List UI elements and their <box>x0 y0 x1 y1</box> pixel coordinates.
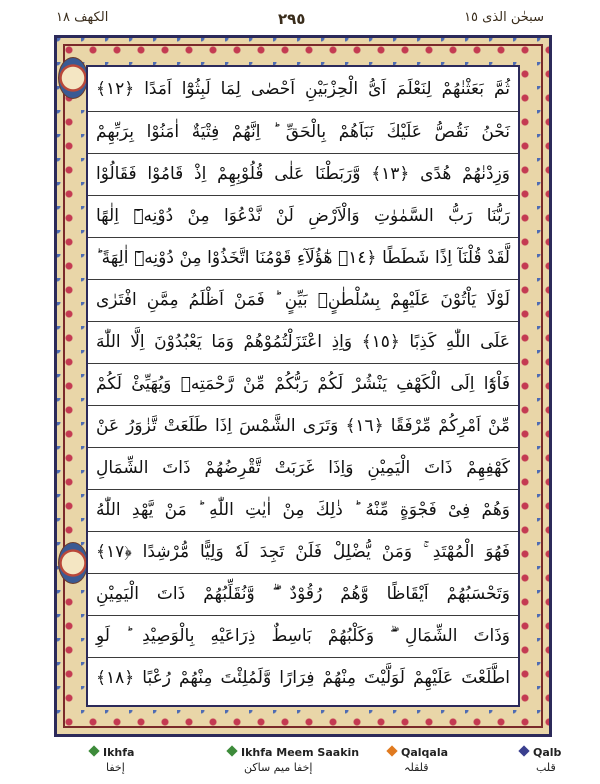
diamond-icon <box>88 745 99 756</box>
surah-name: الكهف ١٨ <box>56 10 109 25</box>
quran-line: فَاْوٗٓا اِلَی الْكَهْفِ یَنْشُرْ لَكُمْ رَبُّكُمْ مِّنْ رَّحْمَتِهٖ وَیُهَیِّئْ لَكُمْ <box>96 374 510 394</box>
quran-line: لَّقَدْ قُلْنَآ اِذًا شَطَطًا ﴿١٤﴾ هٰٓؤُلَآءِ قَوْمُنَا اتَّخَذُوْا مِنْ دُوْنِهٖٓ اٰلِهَةً ؕ <box>96 248 510 268</box>
legend-item-qalqala: Qalqala قلقلہ <box>388 746 448 774</box>
quran-line: رَبُّنَا رَبُّ السَّمٰوٰتِ وَالْاَرْضِ لَنْ نَّدْعُوَا مِنْ دُوْنِهٖٓ اِلٰهًا <box>96 206 510 226</box>
quran-line: مِّنْ اَمْرِكُمْ مِّرْفَقًا ﴿١٦﴾ وَتَرَی الشَّمْسَ اِذَا طَلَعَتْ تَّزٰوَرُ عَنْ <box>96 416 510 436</box>
page-header <box>0 0 600 34</box>
quran-line: نَحْنُ نَقُصُّ عَلَیْكَ نَبَاَهُمْ بِالْحَقِّ ؕ اِنَّهُمْ فِتْیَةٌ اٰمَنُوْا بِرَبِّهِمْ <box>96 122 510 142</box>
quran-line: وَهُمْ فِیْ فَجْوَةٍ مِّنْهُ ؕ ذٰلِكَ مِنْ اٰیٰتِ اللّٰهِ ؕ مَنْ یَّهْدِ اللّٰهُ <box>96 500 510 520</box>
quran-line: لَوْلَا یَاْتُوْنَ عَلَیْهِمْ بِسُلْطٰنٍۭ بَیِّنٍ ؕ فَمَنْ اَظْلَمُ مِمَّنِ افْتَرٰی <box>96 290 510 310</box>
quran-line: فَهُوَ الْمُهْتَدِ ۚ وَمَنْ یُّضْلِلْ فَلَنْ تَجِدَ لَهٗ وَلِیًّا مُّرْشِدًا ﴿١٧﴾ <box>96 542 510 562</box>
legend-item-ikhfa: Ikhfa إخفا <box>90 746 134 774</box>
legend-item-ikhfa-meem-saakin: Ikhfa Meem Saakin إخفا میم ساکن <box>228 746 359 774</box>
ruku-marker-icon <box>58 57 88 99</box>
text-panel <box>86 65 520 707</box>
quran-line: وَذَاتَ الشِّمَالِ ۖۗ وَكَلْبُهُمْ بَاسِطٌ ذِرَاعَیْهِ بِالْوَصِیْدِ ؕ لَوِ <box>96 626 510 646</box>
quran-line: عَلَی اللّٰهِ كَذِبًا ﴿١٥﴾ وَاِذِ اعْتَزَلْتُمُوْهُمْ وَمَا یَعْبُدُوْنَ اِلَّا اللّٰهَ <box>96 332 511 352</box>
diamond-icon <box>226 745 237 756</box>
quran-line: ثُمَّ بَعَثْنٰهُمْ لِنَعْلَمَ اَیُّ الْحِزْبَیْنِ اَحْصٰی لِمَا لَبِثُوْٓا اَمَدًا ﴿١٢﴾ <box>96 79 510 99</box>
legend-item-qalb: Qalb قلب <box>520 746 561 774</box>
diamond-icon <box>518 745 529 756</box>
quran-line: وَتَحْسَبُهُمْ اَیْقَاظًا وَّهُمْ رُقُوْدٌ ۖۗ وَّنُقَلِّبُهُمْ ذَاتَ الْیَمِیْنِ <box>96 584 510 604</box>
ruku-marker-icon <box>58 542 88 584</box>
juz-name: سبحٰن الذی ١٥ <box>464 10 544 25</box>
quran-line: وَزِدْنٰهُمْ هُدًی ﴿١٣﴾ وَّرَبَطْنَا عَلٰی قُلُوْبِهِمْ اِذْ قَامُوْا فَقَالُوْا <box>96 164 510 184</box>
diamond-icon <box>386 745 397 756</box>
tajweed-legend <box>0 746 600 784</box>
quran-line: كَهْفِهِمْ ذَاتَ الْیَمِیْنِ وَاِذَا غَرَبَتْ تَّقْرِضُهُمْ ذَاتَ الشِّمَالِ <box>96 458 510 478</box>
quran-line: اطَّلَعْتَ عَلَیْهِمْ لَوَلَّیْتَ مِنْهُمْ فِرَارًا وَّلَمُلِئْتَ مِنْهُمْ رُعْبًا ﴿١٨﴾ <box>96 668 510 688</box>
page-number: ٢٩٥ <box>278 10 306 28</box>
